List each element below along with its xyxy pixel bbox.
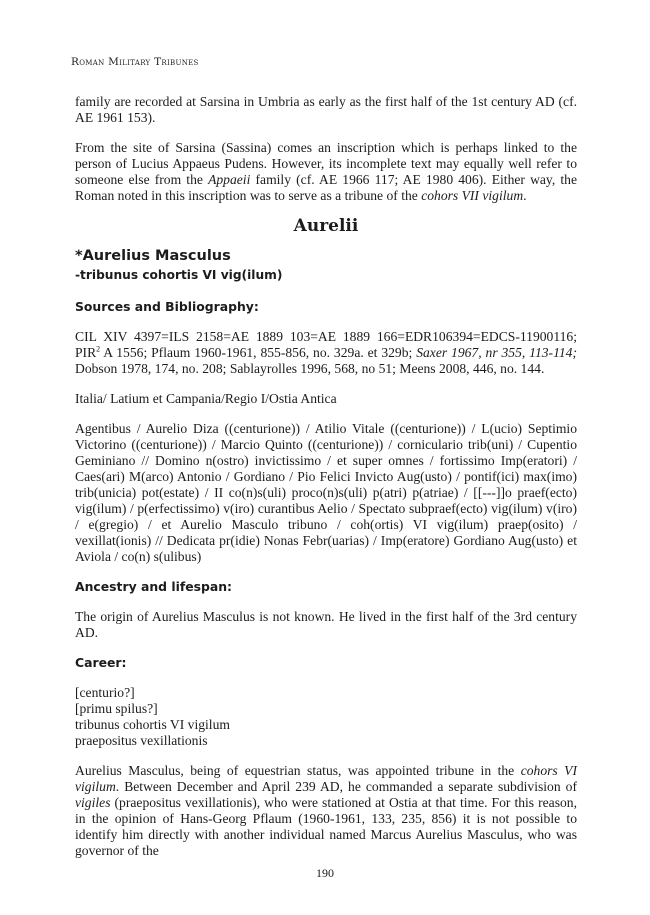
text-run: From the site of Sarsina (Sassina) comes an inscription which is perhaps linked to the person of Lucius Appaeus Pudens. However, its incomplete text may equally well refer to someone else from the (75, 140, 577, 187)
text-run: (praepositus vexillationis), who were stationed at Ostia at that time. For this reason, in the opinion of Hans-Georg Pflaum (1960-1961, 133, 235, 856) it is not possible to identify him directly with another individual named Marcus Aurelius Masculus, who was governor of the (75, 795, 577, 858)
career-item: [centurio?] (75, 685, 135, 700)
intro-paragraph-1: family are recorded at Sarsina in Umbria as early as the first half of the 1st century AD (cf. AE 1961 153). (75, 94, 577, 125)
career-item: praepositus vexillationis (75, 733, 208, 748)
person-name: *Aurelius Masculus (75, 248, 231, 264)
italic-term: cohors VI vigilum (75, 763, 577, 794)
italic-term: Appaeii (208, 172, 251, 187)
inscription-text: Agentibus / Aurelio Diza ((centurione)) / Atilio Vitale ((centurione)) / L(ucio) Septimio Victorino ((centurione)) / Marcio Quinto ((centurione)) / corniculario trib(uni) / Cupentio Geminiano // Domino n(ostro) invictissimo / et super omnes / fortissimo Imp(eratori) / Caes(ari) M(arco) Antonio / Gordiano / Pio Felici Invicto Aug(usto) / pontif(ici) max(imo) trib(unicia) pot(estate) / II co(n)s(uli) proco(n)s(uli) p(atri) p(atriae) / [[---]]o praef(ecto) vig(ilum) / p(erfectissimo) v(iro) curantibus Aelio / Spectato subpraef(ecto) vig(ilum) v(iro) / e(gregio) / et Aurelio Masculo tribuno / coh(ortis) VI vig(ilum) praep(osito) / vexillat(ionis) // Dedicata pr(idie) Nonas Febr(uarias) / Imp(eratore) Gordiano Aug(usto) et Aviola / co(n) s(ulibus) (75, 421, 577, 564)
superscript: 2 (96, 344, 101, 354)
text-run: Dobson 1978, 174, no. 208; Sablayrolles 1996, 568, no 51; Meens 2008, 446, no. 144. (75, 361, 545, 376)
sources-heading: Sources and Bibliography: (75, 299, 259, 314)
text-run: family (cf. AE 1966 117; AE 1980 406). Either way, the Roman noted in this inscription was to serve as a tribune of the (75, 172, 577, 203)
text-run: CIL XIV 4397=ILS 2158=AE 1889 103=AE 1889 166=EDR106394=EDCS-11900116; PIR (75, 329, 577, 360)
section-title: Aurelii (293, 216, 359, 236)
text-run: . Between December and April 239 AD, he commanded a separate subdivision of (115, 779, 577, 794)
ancestry-heading: Ancestry and lifespan: (75, 579, 232, 594)
page-number: 190 (316, 866, 334, 880)
italic-term: cohors VII vigilum (421, 188, 524, 203)
career-item: tribunus cohortis VI vigilum (75, 717, 230, 732)
text-run: A 1556; Pflaum 1960-1961, 855-856, no. 329a. et 329b; (100, 345, 417, 360)
main-text (75, 94, 577, 873)
running-head: Roman Military Tribunes (71, 56, 199, 68)
italic-term: Saxer 1967, nr 355, 113-114; (416, 345, 577, 360)
career-item: [primu spilus?] (75, 701, 158, 716)
ancestry-paragraph: The origin of Aurelius Masculus is not known. He lived in the first half of the 3rd century AD. (75, 609, 577, 640)
location-line: Italia/ Latium et Campania/Regio I/Ostia Antica (75, 391, 337, 406)
sources-paragraph (75, 329, 577, 377)
career-list (75, 685, 577, 749)
text-run: Aurelius Masculus, being of equestrian status, was appointed tribune in the (75, 763, 521, 778)
intro-paragraph-2 (75, 140, 577, 204)
person-role: -tribunus cohortis VI vig(ilum) (75, 268, 283, 282)
career-heading: Career: (75, 655, 127, 670)
career-paragraph (75, 763, 577, 859)
text-run: . (523, 188, 527, 203)
italic-term: vigiles (75, 795, 111, 810)
